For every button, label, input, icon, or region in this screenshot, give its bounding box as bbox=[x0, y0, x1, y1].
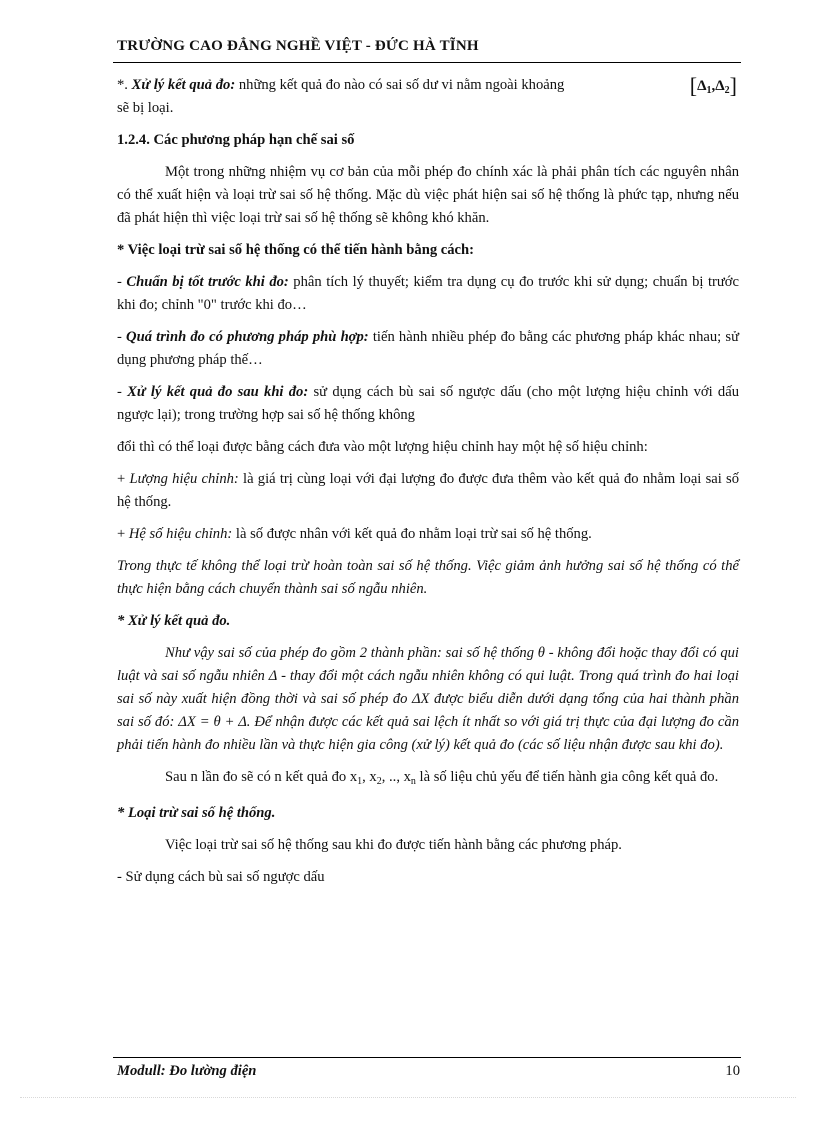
paragraph-note: Trong thực tế không thể loại trừ hoàn toàn sai số hệ thống. Việc giảm ảnh hưởng sai số hệ thống có thể thực hiện bằng cách chuyển thành sai số ngẫu nhiên. bbox=[117, 558, 739, 597]
list-item-preparation: - Chuẩn bị tốt trước khi đo: phân tích lý thuyết; kiểm tra dụng cụ đo trước khi sử dụng; chuẩn bị trước khi đo; chỉnh "0" trước khi đo… bbox=[117, 274, 739, 313]
footer-divider bbox=[113, 1057, 741, 1058]
paragraph-text: những kết quả đo nào có sai số dư vi nằm ngoài khoảng bbox=[235, 77, 565, 93]
list-item-compensation: - Sử dụng cách bù sai số ngược dấu bbox=[117, 869, 325, 885]
paragraph-removal-methods: Việc loại trừ sai số hệ thống sau khi đo được tiến hành bằng các phương pháp. bbox=[165, 837, 622, 853]
list-item-correction-factor: + Hệ số hiệu chỉnh: là số được nhân với kết quả đo nhằm loại trừ sai số hệ thống. bbox=[117, 526, 592, 542]
page-number: 10 bbox=[725, 1063, 740, 1079]
header-divider bbox=[113, 62, 741, 63]
paragraph-error-components: Như vậy sai số của phép đo gồm 2 thành phần: sai số hệ thống θ - không đổi hoặc thay đổi có qui luật và sai số ngẫu nhiên Δ - thay đổi một cách ngẫu nhiên không có qui luật. Trong quá trình đo hai loại sai số này xuất hiện đồng thời và sai số phép đo ΔX được biểu diễn dưới dạng tổng của hai thành phần sai số đó: ΔX = θ + Δ. Để nhận được các kết quả sai lệch ít nhất so với giá trị thực của đại lượng đo cần phải tiến hành đo nhiều lần và thực hiện gia công (xử lý) kết quả đo (các số liệu nhận được sau khi đo). bbox=[117, 645, 739, 753]
list-item-post-processing: - Xử lý kết quả đo sau khi đo: sử dụng cách bù sai số ngược dấu (cho một lượng hiệu chỉnh với dấu ngược lại); trong trường hợp sai số hệ thống không bbox=[117, 384, 739, 423]
subheading-processing: * Xử lý kết quả đo. bbox=[117, 613, 231, 629]
list-item-method: - Quá trình đo có phương pháp phù hợp: tiến hành nhiều phép đo bằng các phương pháp khác nhau; sử dụng phương pháp thế… bbox=[117, 329, 739, 368]
interval-formula: $[\Delta_1,\Delta_2]$ bbox=[689, 73, 737, 98]
paragraph-measurement-processing bbox=[117, 74, 739, 97]
paragraph-n-results: Sau n lần đo sẽ có n kết quả đo $x_1$, $x_2$, .., $x_n$ là số liệu chủ yếu để tiến hành gia công kết quả đo. bbox=[165, 769, 719, 787]
paragraph-label: Xử lý kết quả đo: bbox=[131, 77, 236, 93]
footer-module-name: Modull: Đo lường điện bbox=[117, 1063, 257, 1079]
subheading-elimination-methods: * Việc loại trừ sai số hệ thống có thể tiến hành bằng cách: bbox=[117, 242, 474, 258]
page-header-title: TRƯỜNG CAO ĐẲNG NGHỀ VIỆT - ĐỨC HÀ TĨNH bbox=[117, 38, 479, 54]
subheading-systematic-removal: * Loại trừ sai số hệ thống. bbox=[117, 805, 276, 821]
paragraph-continuation: sẽ bị loại. bbox=[117, 100, 174, 116]
page-boundary bbox=[20, 1097, 796, 1098]
paragraph-intro: Một trong những nhiệm vụ cơ bản của mỗi phép đo chính xác là phải phân tích các nguyên nhân có thể xuất hiện và loại trừ sai số hệ thống. Mặc dù việc phát hiện sai số hệ thống là phức tạp, nhưng nếu đã phát hiện thì việc loại trừ sai số hệ thống sẽ không khó khăn. bbox=[117, 164, 739, 226]
list-item-correction-amount: + Lượng hiệu chỉnh: là giá trị cùng loại với đại lượng đo được đưa thêm vào kết quả đo nhằm loại sai số hệ thống. bbox=[117, 471, 739, 510]
document-body bbox=[117, 74, 739, 889]
paragraph-correction: đổi thì có thể loại được bằng cách đưa vào một lượng hiệu chỉnh hay một hệ số hiệu chỉnh: bbox=[117, 439, 648, 455]
paragraph-prefix: *. bbox=[117, 77, 132, 93]
section-heading: 1.2.4. Các phương pháp hạn chế sai số bbox=[117, 132, 355, 148]
